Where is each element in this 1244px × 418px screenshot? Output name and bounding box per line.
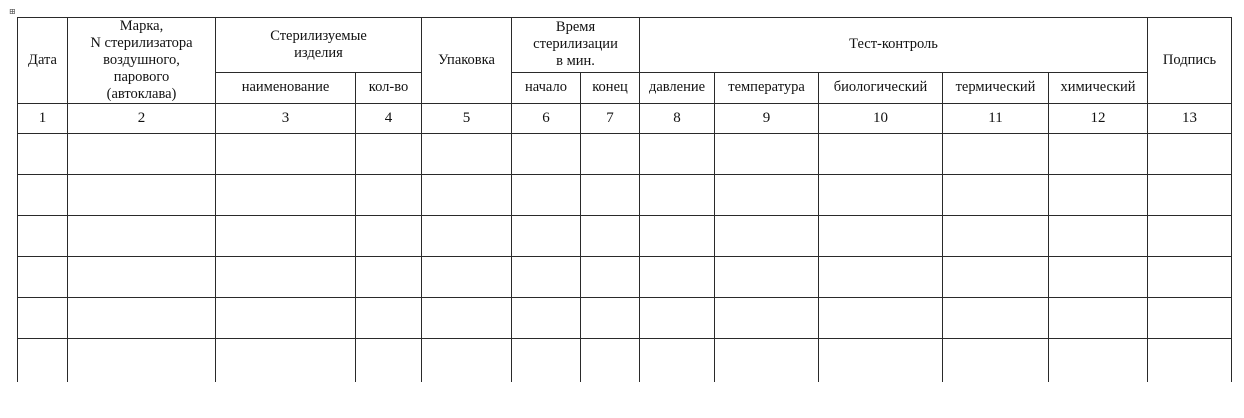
header-model-line-5: (автоклава) — [106, 86, 177, 102]
table-cell[interactable] — [1148, 257, 1232, 298]
header-item-name: наименование — [216, 72, 356, 103]
table-cell[interactable] — [943, 298, 1049, 339]
header-sterilization-time — [512, 18, 640, 73]
table-cell[interactable] — [819, 298, 943, 339]
header-model-line-2: N стерилизатора — [90, 35, 193, 51]
header-items-line-2: изделия — [294, 44, 343, 61]
column-number: 9 — [715, 104, 819, 134]
table-cell[interactable] — [1148, 339, 1232, 383]
header-test-temperature: температура — [715, 72, 819, 103]
header-date: Дата — [18, 18, 68, 104]
header-time-line-3: в мин. — [556, 53, 595, 70]
table-cell[interactable] — [18, 134, 68, 175]
column-number: 6 — [512, 104, 581, 134]
table-cell[interactable] — [640, 339, 715, 383]
header-test-biological: биологический — [819, 72, 943, 103]
table-cell[interactable] — [216, 257, 356, 298]
table-cell[interactable] — [216, 175, 356, 216]
table-cell[interactable] — [18, 339, 68, 383]
table-row — [18, 298, 1232, 339]
header-test-chemical: химический — [1049, 72, 1148, 103]
table-row — [18, 339, 1232, 383]
table-cell[interactable] — [581, 175, 640, 216]
column-number: 2 — [68, 104, 216, 134]
table-cell[interactable] — [68, 134, 216, 175]
header-model-line-4: парового — [113, 69, 170, 85]
header-time-line-1: Время — [555, 19, 596, 36]
table-row — [18, 175, 1232, 216]
table-cell[interactable] — [68, 298, 216, 339]
table-move-handle-icon[interactable]: ⊞ — [9, 7, 16, 16]
table-cell[interactable] — [512, 216, 581, 257]
table-cell[interactable] — [68, 339, 216, 383]
table-cell[interactable] — [512, 175, 581, 216]
table-cell[interactable] — [18, 298, 68, 339]
table-cell[interactable] — [1049, 298, 1148, 339]
table-cell[interactable] — [640, 175, 715, 216]
column-number: 5 — [422, 104, 512, 134]
header-test-control: Тест-контроль — [640, 18, 1148, 73]
table-cell[interactable] — [581, 257, 640, 298]
table-cell[interactable] — [512, 257, 581, 298]
table-cell[interactable] — [640, 216, 715, 257]
table-cell[interactable] — [422, 298, 512, 339]
header-model-line-3: воздушного, — [103, 52, 180, 68]
table-cell[interactable] — [943, 339, 1049, 383]
table-cell[interactable] — [819, 216, 943, 257]
header-model-line-1: Марка, — [119, 18, 164, 34]
column-number: 11 — [943, 104, 1049, 134]
table-cell[interactable] — [819, 175, 943, 216]
header-signature: Подпись — [1148, 18, 1232, 104]
table-row — [18, 257, 1232, 298]
table-cell[interactable] — [18, 175, 68, 216]
table-cell[interactable] — [715, 257, 819, 298]
column-number: 7 — [581, 104, 640, 134]
table-cell[interactable] — [422, 134, 512, 175]
table-cell[interactable] — [819, 134, 943, 175]
header-time-end: конец — [581, 72, 640, 103]
header-time-line-2: стерилизации — [533, 36, 618, 53]
table-cell[interactable] — [581, 298, 640, 339]
table-cell[interactable] — [1148, 216, 1232, 257]
table-cell[interactable] — [216, 134, 356, 175]
table-cell[interactable] — [581, 339, 640, 383]
table-cell[interactable] — [422, 216, 512, 257]
table-cell[interactable] — [512, 339, 581, 383]
table-cell[interactable] — [640, 134, 715, 175]
table-cell[interactable] — [356, 216, 422, 257]
header-sterilizer-model — [68, 18, 216, 104]
table-cell[interactable] — [819, 257, 943, 298]
table-cell[interactable] — [1148, 175, 1232, 216]
table-cell[interactable] — [18, 216, 68, 257]
column-number: 4 — [356, 104, 422, 134]
header-time-start: начало — [512, 72, 581, 103]
table-cell[interactable] — [1148, 134, 1232, 175]
column-number: 12 — [1049, 104, 1148, 134]
table-cell[interactable] — [422, 339, 512, 383]
table-row — [18, 216, 1232, 257]
table-cell[interactable] — [715, 216, 819, 257]
table-cell[interactable] — [581, 216, 640, 257]
table-cell[interactable] — [356, 339, 422, 383]
sterilization-journal-table — [17, 17, 1232, 382]
header-test-thermal: термический — [943, 72, 1049, 103]
table-cell[interactable] — [216, 216, 356, 257]
column-number-row — [18, 104, 1232, 134]
table-cell[interactable] — [640, 257, 715, 298]
table-cell[interactable] — [819, 339, 943, 383]
table-row — [18, 134, 1232, 175]
table-cell[interactable] — [512, 134, 581, 175]
table-cell[interactable] — [943, 175, 1049, 216]
column-number: 13 — [1148, 104, 1232, 134]
table-cell[interactable] — [715, 298, 819, 339]
table-cell[interactable] — [715, 339, 819, 383]
table-cell[interactable] — [943, 257, 1049, 298]
table-cell[interactable] — [581, 134, 640, 175]
table-cell[interactable] — [68, 257, 216, 298]
column-number: 3 — [216, 104, 356, 134]
table-cell[interactable] — [216, 339, 356, 383]
table-cell[interactable] — [356, 175, 422, 216]
header-sterilized-items — [216, 18, 422, 73]
column-number: 10 — [819, 104, 943, 134]
table-cell[interactable] — [1049, 216, 1148, 257]
table-cell[interactable] — [68, 216, 216, 257]
table-cell[interactable] — [715, 175, 819, 216]
table-cell[interactable] — [1049, 257, 1148, 298]
table-cell[interactable] — [356, 298, 422, 339]
header-packaging: Упаковка — [422, 18, 512, 104]
table-cell[interactable] — [356, 257, 422, 298]
table-cell[interactable] — [715, 134, 819, 175]
column-number: 8 — [640, 104, 715, 134]
header-test-pressure: давление — [640, 72, 715, 103]
column-number: 1 — [18, 104, 68, 134]
header-item-qty: кол-во — [356, 72, 422, 103]
table-cell[interactable] — [216, 298, 356, 339]
table-cell[interactable] — [943, 134, 1049, 175]
table-cell[interactable] — [356, 134, 422, 175]
table-cell[interactable] — [512, 298, 581, 339]
table-cell[interactable] — [1049, 134, 1148, 175]
table-cell[interactable] — [422, 175, 512, 216]
table-cell[interactable] — [1049, 175, 1148, 216]
table-cell[interactable] — [422, 257, 512, 298]
table-cell[interactable] — [18, 257, 68, 298]
table-cell[interactable] — [1148, 298, 1232, 339]
table-cell[interactable] — [943, 216, 1049, 257]
table-cell[interactable] — [640, 298, 715, 339]
table-cell[interactable] — [68, 175, 216, 216]
header-items-line-1: Стерилизуемые — [270, 27, 367, 44]
table-cell[interactable] — [1049, 339, 1148, 383]
